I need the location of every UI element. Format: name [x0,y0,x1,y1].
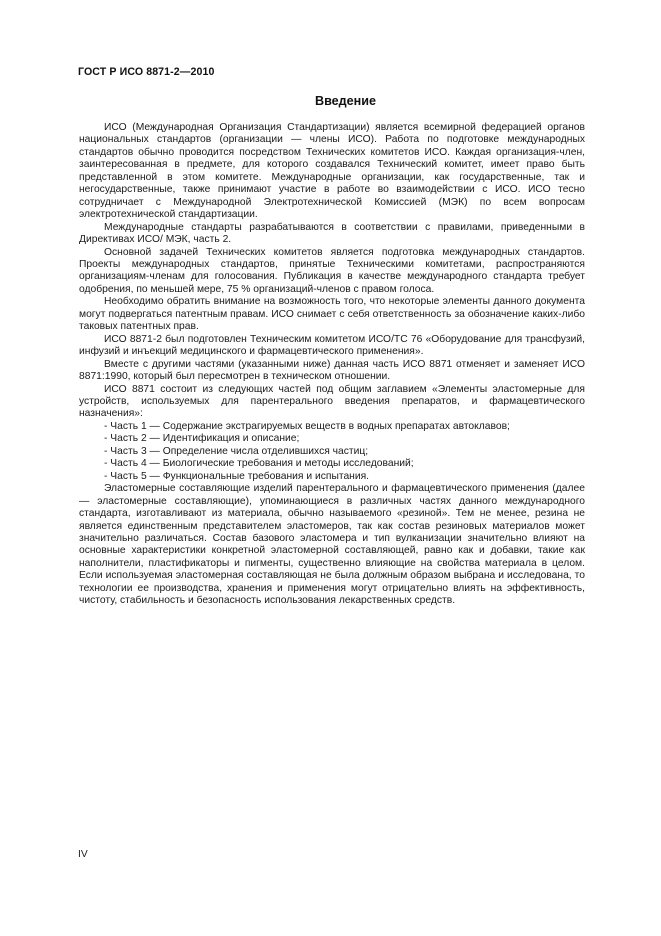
list-item: - Часть 5 — Функциональные требования и испытания. [104,470,370,482]
paragraph: Международные стандарты разрабатываются в соответствии с правилами, приведенными в Директивах ИСО/ МЭК, часть 2. [79,221,585,246]
list-item: - Часть 3 — Определение числа отделившихся частиц; [104,445,369,457]
paragraph: Основной задачей Технических комитетов является подготовка международных стандартов. Проекты международных стандартов, принятые Техническими комитетами, распространяются организациям-членам для голосования. Публикация в качестве международного стандарта требует одобрения, по меньшей мере, 75 % организаций-членов с правом голоса. [79,246,585,295]
document-body [79,122,585,608]
paragraph: ИСО (Международная Организация Стандартизации) является всемирной федерацией органов национальных стандартов (организации — члены ИСО). Работа по подготовке международных стандартов обычно проводится посредством Технических комитетов ИСО. Каждая организация-член, заинтересованная в предмете, для которого создавался Технический комитет, имеет право быть представленной в этом комитете. Международные организации, как государственные, так и негосударственные, также принимают участие в работе во взаимодействии с ИСО. ИСО тесно сотрудничает с Международной Электротехнической Комиссией (МЭК) по всем вопросам электротехнической стандартизации. [79,122,585,221]
list-item: - Часть 4 — Биологические требования и методы исследований; [104,458,414,470]
paragraph: ИСО 8871 состоит из следующих частей под общим заглавием «Элементы эластомерные для устройств, используемых для парентерального введения препаратов, и фармацевтического назначения»: [79,383,585,420]
paragraph: Вместе с другими частями (указанными ниже) данная часть ИСО 8871 отменяет и заменяет ИСО 8871:1990, который был пересмотрен в техническом отношении. [79,358,585,383]
parts-list [79,421,585,483]
document-header: ГОСТ Р ИСО 8871-2—2010 [78,66,215,78]
list-item: - Часть 1 — Содержание экстрагируемых веществ в водных препаратах автоклавов; [104,420,510,432]
paragraph: ИСО 8871-2 был подготовлен Техническим комитетом ИСО/ТС 76 «Оборудование для трансфузий, инфузий и инъекций медицинского и фармацевтического применения». [79,333,585,358]
list-item: - Часть 2 — Идентификация и описание; [104,433,300,445]
section-title: Введение [314,94,377,108]
paragraph: Необходимо обратить внимание на возможность того, что некоторые элементы данного документа могут подвергаться патентным правам. ИСО снимает с себя ответственность за обозначение каких-либо таковых патентных прав. [79,296,585,333]
page-number: IV [78,849,88,860]
paragraph: Эластомерные составляющие изделий парентерального и фармацевтического применения (далее — эластомерные составляющие), упоминающиеся в различных частях данного международного стандарта, изготавливают из материала, обычно называемого «резиной». Тем не менее, резина не является единственным представителем эластомеров, так как состав резиновых материалов может значительно различаться. Состав базового эластомера и тип вулканизации значительно влияют на основные характеристики конкретной эластомерной составляющей, равно как и добавки, такие как наполнители, пластификаторы и пигменты, существенно влияющие на свойства материала в целом. Если используемая эластомерная составляющая не была должным образом выбрана и исследована, то технологии ее производства, хранения и применения могут отрицательно влиять на эффективность, чистоту, стабильность и безопасность использования лекарственных средств. [79,483,585,607]
